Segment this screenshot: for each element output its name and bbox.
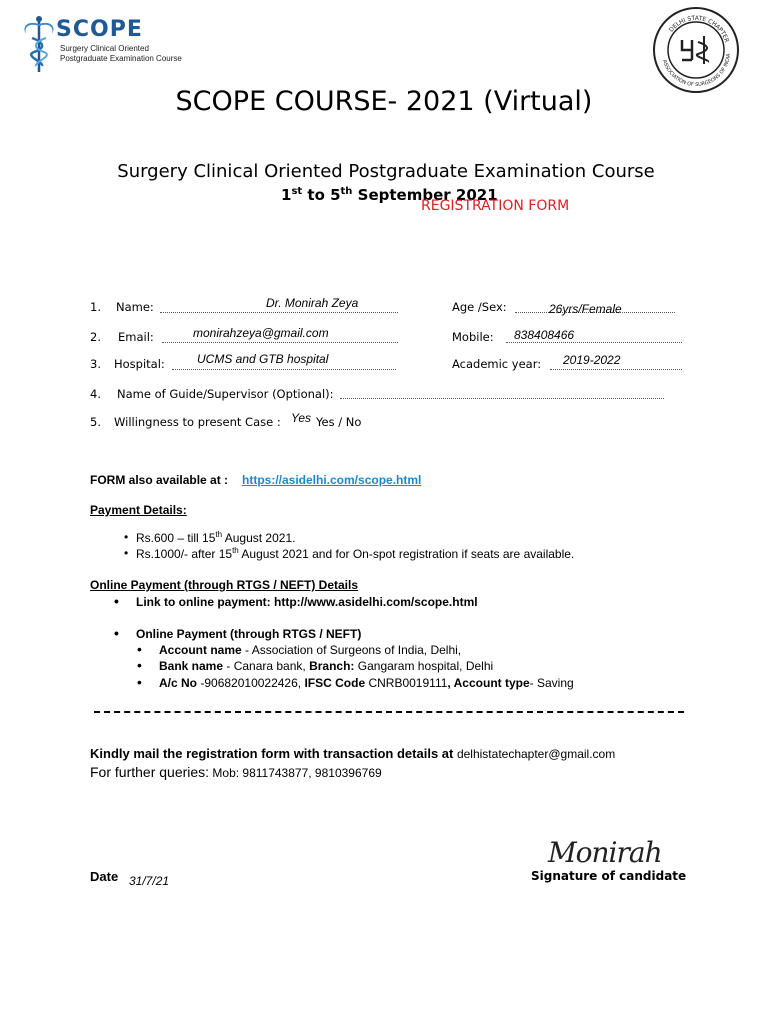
field-num: 1. xyxy=(90,300,101,314)
payment-item-2: • Rs.1000/- after 15th August 2021 and for On-spot registration if seats are available. xyxy=(136,546,574,561)
mobile-label: Mobile: xyxy=(452,330,494,344)
online-payment-link-item: • Link to online payment: http://www.asidelhi.com/scope.html xyxy=(136,595,478,609)
logo-line1: Surgery Clinical Oriented xyxy=(60,44,149,53)
age-sex-label: Age /Sex: xyxy=(452,300,507,314)
account-name-item: • Account name - Association of Surgeons of India, Delhi, xyxy=(159,643,461,657)
field-num: 4. xyxy=(90,387,101,401)
mail-instruction: Kindly mail the registration form with transaction details at delhistatechapter@gmail.com xyxy=(90,746,616,761)
online-payment-heading: Online Payment (through RTGS / NEFT) Details xyxy=(90,578,359,592)
name-line xyxy=(160,312,398,313)
willingness-options: Yes / No xyxy=(316,415,362,429)
page-title: SCOPE COURSE- 2021 (Virtual) xyxy=(175,86,593,117)
willingness-label: Willingness to present Case : xyxy=(114,415,281,429)
svg-text:DELHI STATE CHAPTER: DELHI STATE CHAPTER xyxy=(667,14,730,44)
field-num: 2. xyxy=(90,330,101,344)
guide-label: Name of Guide/Supervisor (Optional): xyxy=(117,387,334,401)
guide-line[interactable] xyxy=(340,398,664,399)
date-label: Date xyxy=(90,869,119,884)
email-line xyxy=(162,342,398,343)
academic-year-label: Academic year: xyxy=(452,357,542,371)
field-num: 3. xyxy=(90,357,101,371)
signature-label: Signature of candidate xyxy=(531,869,687,883)
registration-form-title: REGISTRATION FORM xyxy=(421,198,570,214)
field-num: 5. xyxy=(90,415,101,429)
handwritten-signature: Monirah xyxy=(548,836,662,869)
rtgs-heading-item: • Online Payment (through RTGS / NEFT) xyxy=(136,627,361,641)
svg-text:ASSOCIATION OF SURGEONS OF IND: ASSOCIATION OF SURGEONS OF INDIA xyxy=(661,53,732,89)
email-value[interactable]: monirahzeya@gmail.com xyxy=(193,326,329,340)
mobile-value[interactable]: 838408466 xyxy=(514,328,575,342)
scope-logo xyxy=(20,14,195,74)
queries-line: For further queries: Mob: 9811743877, 9810396769 xyxy=(90,764,382,780)
academic-year-line xyxy=(550,369,682,370)
mail-email[interactable]: delhistatechapter@gmail.com xyxy=(456,747,616,761)
hospital-value[interactable]: UCMS and GTB hospital xyxy=(197,352,329,366)
hospital-line xyxy=(172,369,396,370)
form-available-label: FORM also available at : xyxy=(90,473,229,487)
delhi-chapter-seal xyxy=(652,6,740,94)
academic-year-value[interactable]: 2019-2022 xyxy=(563,353,621,367)
form-available-link[interactable]: https://asidelhi.com/scope.html xyxy=(242,473,422,487)
caduceus-icon xyxy=(20,14,58,74)
mobile-line xyxy=(506,342,682,343)
payment-heading: Payment Details: xyxy=(90,503,187,517)
logo-line2: Postgraduate Examination Course xyxy=(60,54,182,63)
logo-name: SCOPE xyxy=(56,17,143,42)
email-label: Email: xyxy=(118,330,154,344)
dashed-divider xyxy=(94,711,684,713)
hospital-label: Hospital: xyxy=(114,357,165,371)
name-label: Name: xyxy=(116,300,154,314)
course-dates: 1st to 5th September 2021 xyxy=(281,186,498,204)
bank-name-item: • Bank name - Canara bank, Branch: Gangaram hospital, Delhi xyxy=(159,659,493,673)
course-subtitle: Surgery Clinical Oriented Postgraduate Examination Course xyxy=(117,161,655,182)
name-value[interactable]: Dr. Monirah Zeya xyxy=(266,296,359,310)
willingness-value[interactable]: Yes xyxy=(291,411,312,425)
account-number-item: • A/c No -90682010022426, IFSC Code CNRB0019111, Account type- Saving xyxy=(159,676,574,690)
date-value[interactable]: 31/7/21 xyxy=(129,874,170,888)
age-sex-value[interactable]: 26yrs/Female xyxy=(549,302,622,316)
payment-item-1: • Rs.600 – till 15th August 2021. xyxy=(136,530,295,545)
